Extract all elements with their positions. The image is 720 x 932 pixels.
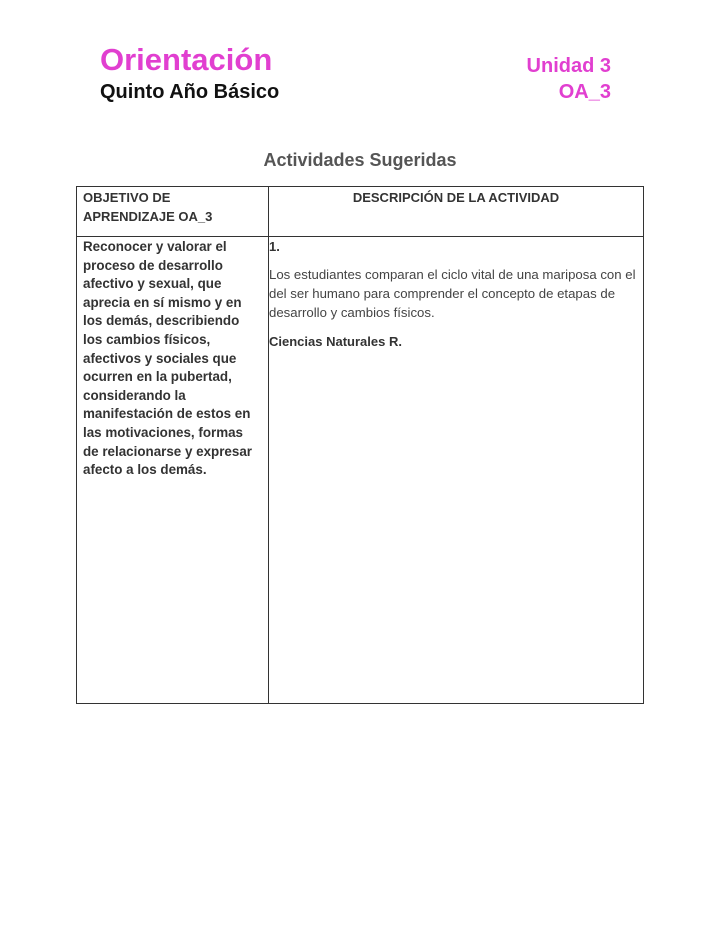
activity-reference: Ciencias Naturales R. [269,334,402,349]
activities-table [76,186,644,704]
description-cell [269,237,644,704]
section-title: Actividades Sugeridas [263,150,457,170]
table-row [77,237,644,704]
header-description-label: DESCRIPCIÓN DE LA ACTIVIDAD [352,190,560,205]
grade-level: Quinto Año Básico [100,81,280,103]
unit-label: Unidad 3 [526,55,611,77]
header-cell-objective [77,187,269,237]
header-cell-description [269,187,644,237]
activity-text: Los estudiantes comparan el ciclo vital de una mariposa con el del ser humano para comprender el concepto de etapas de desarrollo y cambios físicos. [269,267,636,320]
table-header-row [77,187,644,237]
oa-code: OA_3 [558,81,611,103]
objective-text: Reconocer y valorar el proceso de desarrollo afectivo y sexual, que aprecia en sí mismo y en los demás, describiendo los cambios físicos, afectivos y sociales que ocurren en la pubertad, considerando la manifestación de estos en las motivaciones, formas de relacionarse y expresar afecto a los demás. [83,239,252,478]
activity-number: 1. [269,239,280,254]
header-objective-label: OBJETIVO DE APRENDIZAJE OA_3 [83,190,213,224]
objective-cell [77,237,269,704]
subject-title: Orientación [100,42,273,77]
